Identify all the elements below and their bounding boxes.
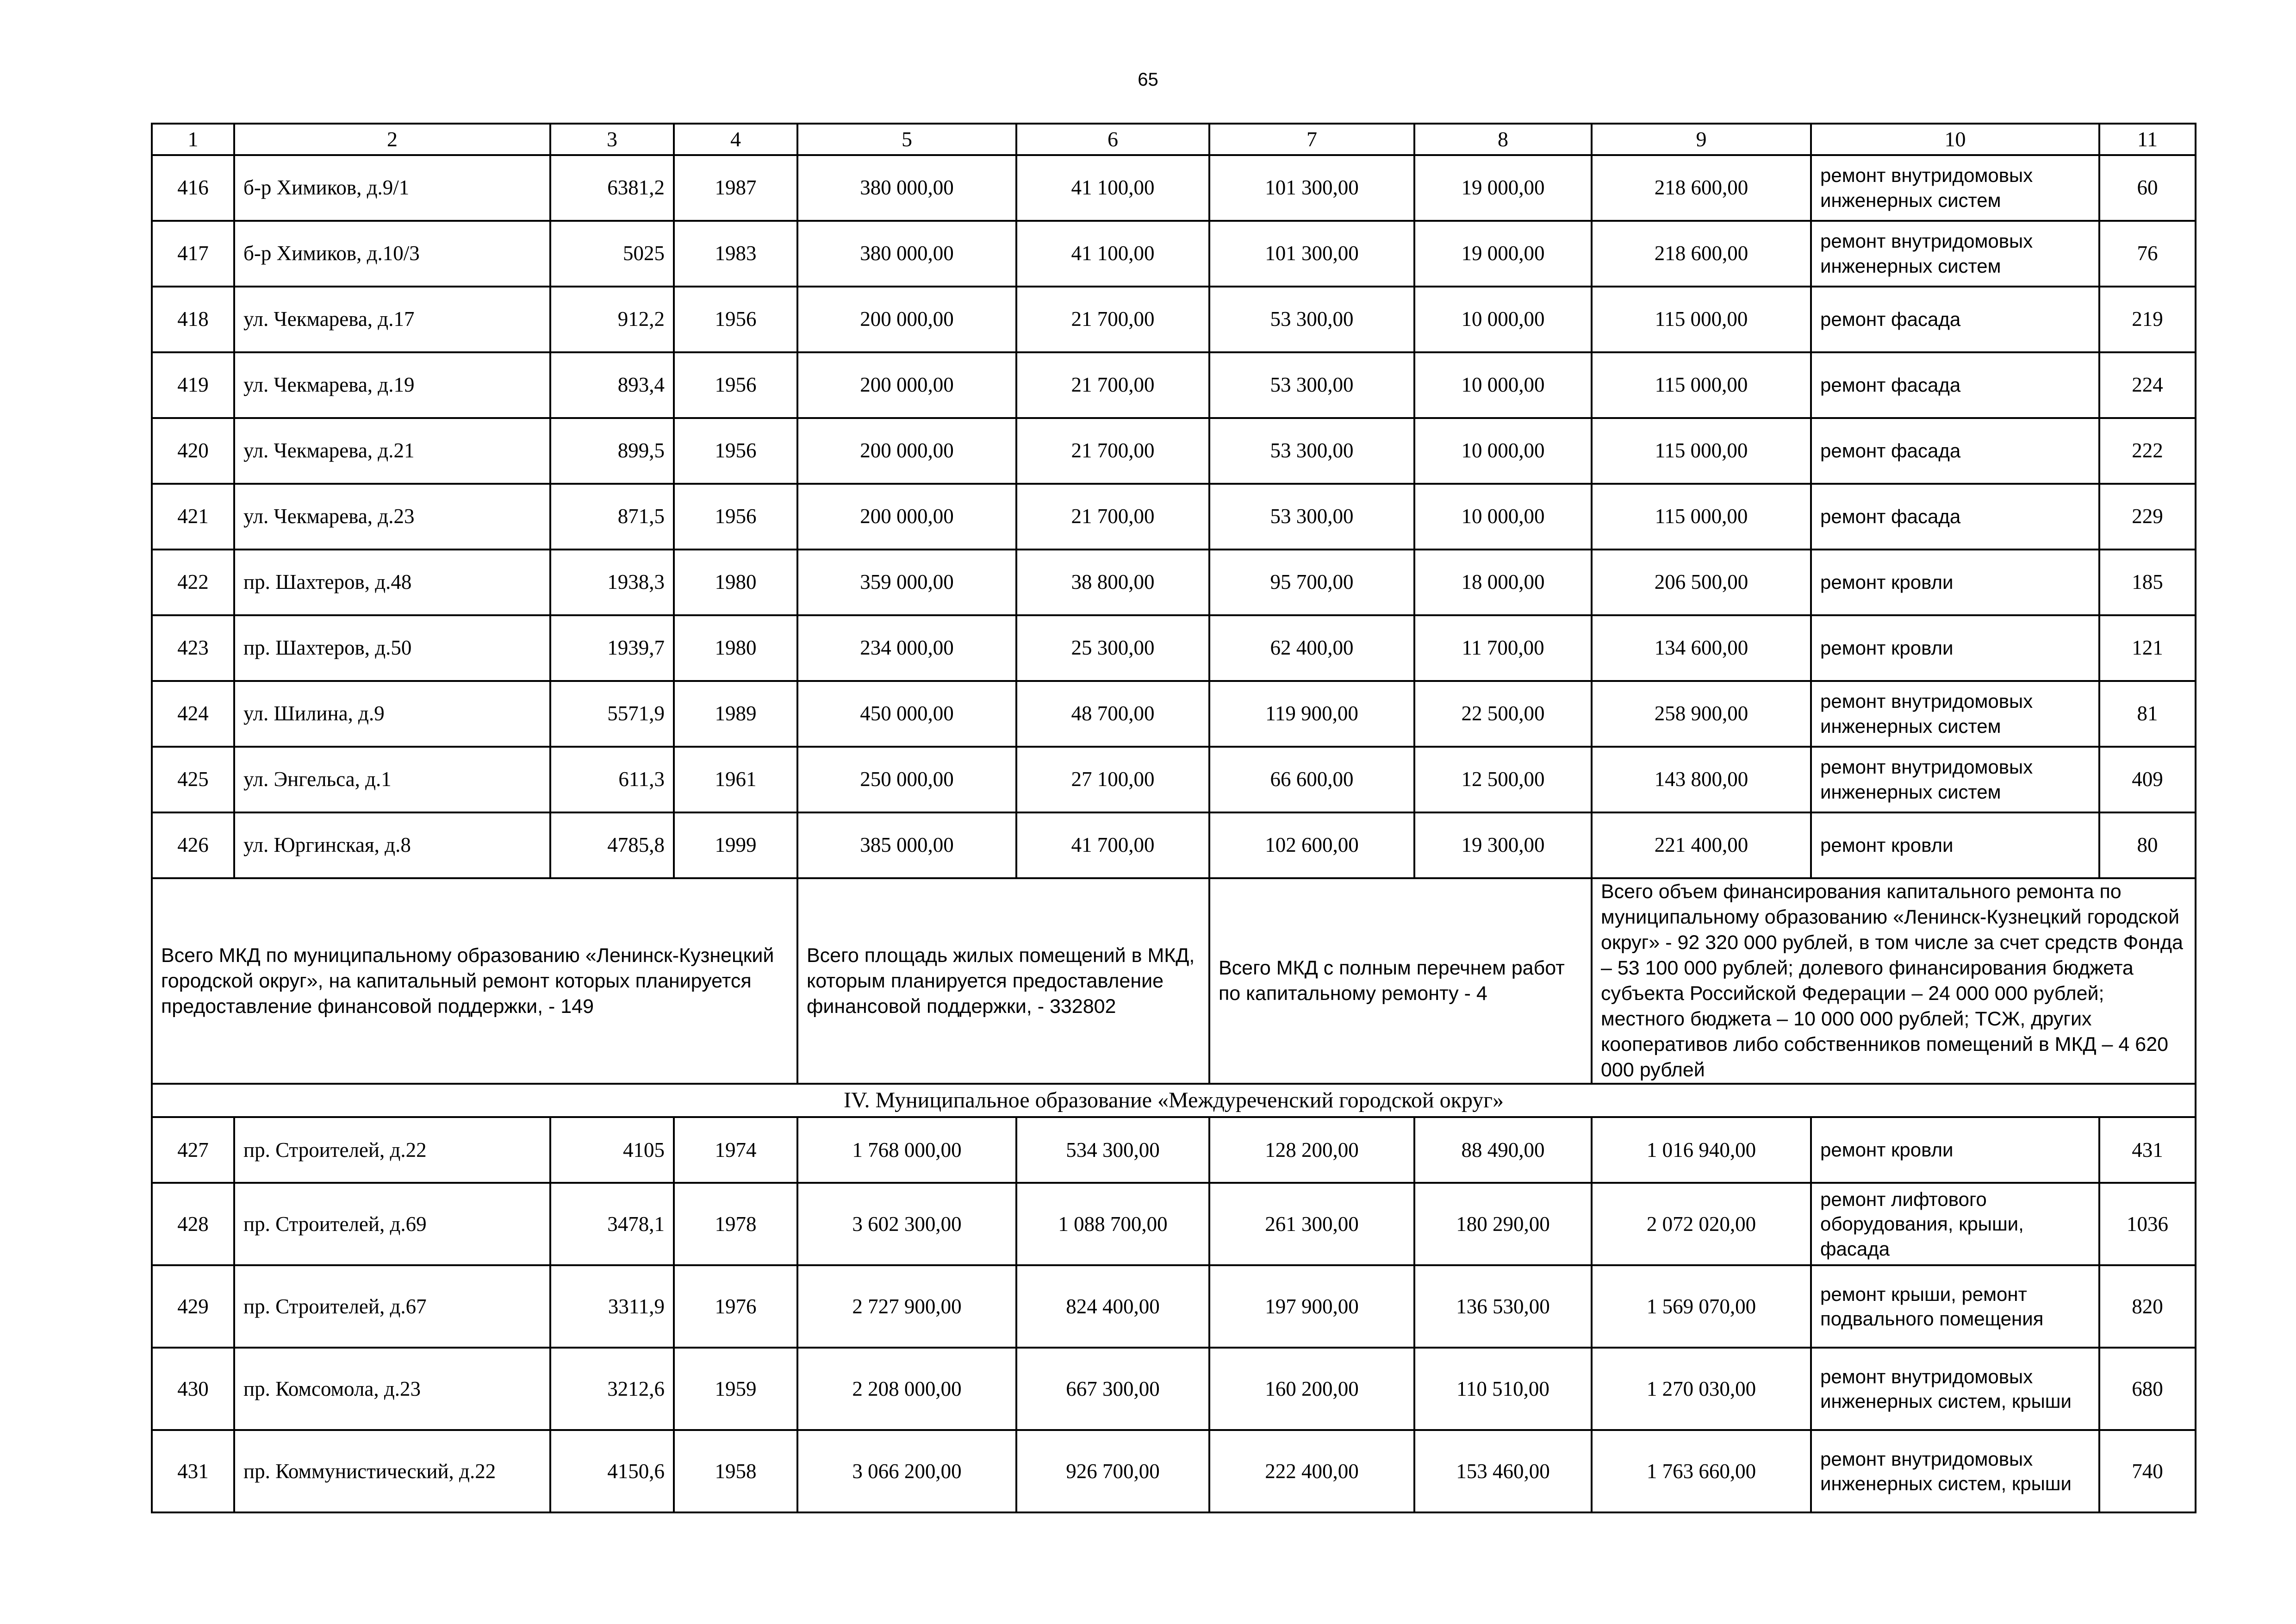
- work-type-cell: ремонт кровли: [1811, 550, 2099, 615]
- total-cost-cell: 200 000,00: [797, 418, 1016, 484]
- owners-funds-cell: 115 000,00: [1592, 418, 1811, 484]
- fund-cell: 41 700,00: [1016, 812, 1209, 878]
- regional-budget-cell: 66 600,00: [1209, 747, 1414, 812]
- total-cost-cell: 200 000,00: [797, 484, 1016, 550]
- table-row: [152, 615, 2196, 681]
- summary-mkd-count: Всего МКД по муниципальному образованию «Ленинск-Кузнецкий городской округ», на капитальный ремонт которых планируется предоставление финансовой поддержки, - 149: [152, 878, 797, 1084]
- total-cost-cell: 1 768 000,00: [797, 1117, 1016, 1183]
- residents-cell: 222: [2099, 418, 2196, 484]
- work-type-cell: ремонт внутридомовых инженерных систем: [1811, 747, 2099, 812]
- area-cell: 893,4: [550, 352, 674, 418]
- work-type-cell: ремонт кровли: [1811, 1117, 2099, 1183]
- regional-budget-cell: 53 300,00: [1209, 352, 1414, 418]
- summary-funding-line: Всего объем финансирования капитального ремонта по муниципальному образованию «Ленинск-Кузнецкий городской округ» - 92 320 000 рублей, в том числе за счет средств Фонда – 53 100 000 рублей; долевого финансирования бюджета субъекта Российской Федерации – 24 000 000 рублей;: [1601, 881, 2183, 1005]
- work-type-cell: ремонт фасада: [1811, 352, 2099, 418]
- summary-area-total: Всего площадь жилых помещений в МКД, которым планируется предоставление финансовой поддержки, - 332802: [797, 878, 1209, 1084]
- address-cell: ул. Чекмарева, д.17: [234, 287, 550, 352]
- area-cell: 5025: [550, 221, 674, 287]
- local-budget-cell: 136 530,00: [1414, 1265, 1592, 1348]
- area-cell: 611,3: [550, 747, 674, 812]
- local-budget-cell: 18 000,00: [1414, 550, 1592, 615]
- residents-cell: 224: [2099, 352, 2196, 418]
- total-cost-cell: 380 000,00: [797, 221, 1016, 287]
- row-number: 423: [152, 615, 234, 681]
- row-number: 418: [152, 287, 234, 352]
- year-cell: 1956: [674, 352, 797, 418]
- address-cell: пр. Комсомола, д.23: [234, 1348, 550, 1430]
- capital-repair-table: [151, 123, 2196, 1513]
- area-cell: 871,5: [550, 484, 674, 550]
- work-type-cell: ремонт лифтового оборудования, крыши, фасада: [1811, 1183, 2099, 1265]
- address-cell: б-р Химиков, д.10/3: [234, 221, 550, 287]
- row-number: 428: [152, 1183, 234, 1265]
- local-budget-cell: 19 000,00: [1414, 155, 1592, 221]
- owners-funds-cell: 115 000,00: [1592, 352, 1811, 418]
- page-number: 65: [1138, 69, 1158, 90]
- work-type-cell: ремонт внутридомовых инженерных систем: [1811, 221, 2099, 287]
- row-number: 427: [152, 1117, 234, 1183]
- total-cost-cell: 385 000,00: [797, 812, 1016, 878]
- year-cell: 1999: [674, 812, 797, 878]
- area-cell: 4150,6: [550, 1430, 674, 1512]
- regional-budget-cell: 101 300,00: [1209, 155, 1414, 221]
- total-cost-cell: 200 000,00: [797, 352, 1016, 418]
- work-type-cell: ремонт крыши, ремонт подвального помещения: [1811, 1265, 2099, 1348]
- year-cell: 1959: [674, 1348, 797, 1430]
- summary-funding: [1592, 878, 2196, 1084]
- year-cell: 1961: [674, 747, 797, 812]
- residents-cell: 409: [2099, 747, 2196, 812]
- summary-funding-line: местного бюджета – 10 000 000 рублей; ТСЖ, других кооперативов либо собственников помещений в МКД – 4 620 000 рублей: [1601, 1008, 2169, 1081]
- work-type-cell: ремонт фасада: [1811, 484, 2099, 550]
- local-budget-cell: 11 700,00: [1414, 615, 1592, 681]
- total-cost-cell: 380 000,00: [797, 155, 1016, 221]
- local-budget-cell: 180 290,00: [1414, 1183, 1592, 1265]
- local-budget-cell: 10 000,00: [1414, 352, 1592, 418]
- year-cell: 1980: [674, 615, 797, 681]
- area-cell: 912,2: [550, 287, 674, 352]
- regional-budget-cell: 160 200,00: [1209, 1348, 1414, 1430]
- owners-funds-cell: 221 400,00: [1592, 812, 1811, 878]
- table-row: [152, 1430, 2196, 1512]
- table-row: [152, 1348, 2196, 1430]
- owners-funds-cell: 1 763 660,00: [1592, 1430, 1811, 1512]
- regional-budget-cell: 261 300,00: [1209, 1183, 1414, 1265]
- fund-cell: 926 700,00: [1016, 1430, 1209, 1512]
- year-cell: 1983: [674, 221, 797, 287]
- area-cell: 3478,1: [550, 1183, 674, 1265]
- work-type-cell: ремонт кровли: [1811, 812, 2099, 878]
- address-cell: пр. Шахтеров, д.50: [234, 615, 550, 681]
- residents-cell: 219: [2099, 287, 2196, 352]
- address-cell: б-р Химиков, д.9/1: [234, 155, 550, 221]
- address-cell: пр. Строителей, д.67: [234, 1265, 550, 1348]
- table-row: [152, 747, 2196, 812]
- work-type-cell: ремонт внутридомовых инженерных систем, крыши: [1811, 1430, 2099, 1512]
- row-number: 419: [152, 352, 234, 418]
- local-budget-cell: 88 490,00: [1414, 1117, 1592, 1183]
- total-cost-cell: 250 000,00: [797, 747, 1016, 812]
- fund-cell: 824 400,00: [1016, 1265, 1209, 1348]
- owners-funds-cell: 258 900,00: [1592, 681, 1811, 747]
- owners-funds-cell: 143 800,00: [1592, 747, 1811, 812]
- fund-cell: 21 700,00: [1016, 352, 1209, 418]
- work-type-cell: ремонт фасада: [1811, 418, 2099, 484]
- year-cell: 1974: [674, 1117, 797, 1183]
- fund-cell: 21 700,00: [1016, 484, 1209, 550]
- table-row: [152, 812, 2196, 878]
- total-cost-cell: 234 000,00: [797, 615, 1016, 681]
- year-cell: 1976: [674, 1265, 797, 1348]
- row-number: 424: [152, 681, 234, 747]
- table-row: [152, 1117, 2196, 1183]
- owners-funds-cell: 2 072 020,00: [1592, 1183, 1811, 1265]
- year-cell: 1989: [674, 681, 797, 747]
- residents-cell: 1036: [2099, 1183, 2196, 1265]
- owners-funds-cell: 1 016 940,00: [1592, 1117, 1811, 1183]
- area-cell: 4105: [550, 1117, 674, 1183]
- year-cell: 1958: [674, 1430, 797, 1512]
- row-number: 416: [152, 155, 234, 221]
- row-number: 422: [152, 550, 234, 615]
- address-cell: ул. Чекмарева, д.19: [234, 352, 550, 418]
- regional-budget-cell: 95 700,00: [1209, 550, 1414, 615]
- regional-budget-cell: 197 900,00: [1209, 1265, 1414, 1348]
- year-cell: 1956: [674, 484, 797, 550]
- total-cost-cell: 3 602 300,00: [797, 1183, 1016, 1265]
- regional-budget-cell: 102 600,00: [1209, 812, 1414, 878]
- owners-funds-cell: 1 270 030,00: [1592, 1348, 1811, 1430]
- residents-cell: 820: [2099, 1265, 2196, 1348]
- row-number: 420: [152, 418, 234, 484]
- fund-cell: 21 700,00: [1016, 287, 1209, 352]
- column-header: 11: [2099, 124, 2196, 155]
- address-cell: ул. Чекмарева, д.21: [234, 418, 550, 484]
- residents-cell: 185: [2099, 550, 2196, 615]
- residents-cell: 229: [2099, 484, 2196, 550]
- column-header: 7: [1209, 124, 1414, 155]
- regional-budget-cell: 53 300,00: [1209, 418, 1414, 484]
- work-type-cell: ремонт кровли: [1811, 615, 2099, 681]
- column-header: 8: [1414, 124, 1592, 155]
- fund-cell: 667 300,00: [1016, 1348, 1209, 1430]
- column-number-row: [152, 124, 2196, 155]
- local-budget-cell: 19 000,00: [1414, 221, 1592, 287]
- column-header: 4: [674, 124, 797, 155]
- column-header: 10: [1811, 124, 2099, 155]
- area-cell: 4785,8: [550, 812, 674, 878]
- regional-budget-cell: 119 900,00: [1209, 681, 1414, 747]
- row-number: 431: [152, 1430, 234, 1512]
- table-row: [152, 484, 2196, 550]
- work-type-cell: ремонт внутридомовых инженерных систем: [1811, 681, 2099, 747]
- local-budget-cell: 10 000,00: [1414, 287, 1592, 352]
- year-cell: 1956: [674, 418, 797, 484]
- owners-funds-cell: 115 000,00: [1592, 484, 1811, 550]
- row-number: 430: [152, 1348, 234, 1430]
- column-header: 6: [1016, 124, 1209, 155]
- work-type-cell: ремонт фасада: [1811, 287, 2099, 352]
- residents-cell: 680: [2099, 1348, 2196, 1430]
- fund-cell: 27 100,00: [1016, 747, 1209, 812]
- owners-funds-cell: 206 500,00: [1592, 550, 1811, 615]
- local-budget-cell: 10 000,00: [1414, 418, 1592, 484]
- section-header-row: [152, 1084, 2196, 1117]
- address-cell: ул. Юргинская, д.8: [234, 812, 550, 878]
- row-number: 429: [152, 1265, 234, 1348]
- owners-funds-cell: 115 000,00: [1592, 287, 1811, 352]
- area-cell: 899,5: [550, 418, 674, 484]
- residents-cell: 431: [2099, 1117, 2196, 1183]
- row-number: 421: [152, 484, 234, 550]
- column-header: 9: [1592, 124, 1811, 155]
- year-cell: 1956: [674, 287, 797, 352]
- residents-cell: 76: [2099, 221, 2196, 287]
- residents-cell: 60: [2099, 155, 2196, 221]
- area-cell: 5571,9: [550, 681, 674, 747]
- area-cell: 6381,2: [550, 155, 674, 221]
- total-cost-cell: 450 000,00: [797, 681, 1016, 747]
- table-row: [152, 681, 2196, 747]
- address-cell: пр. Шахтеров, д.48: [234, 550, 550, 615]
- table-row: [152, 352, 2196, 418]
- owners-funds-cell: 218 600,00: [1592, 221, 1811, 287]
- residents-cell: 740: [2099, 1430, 2196, 1512]
- regional-budget-cell: 53 300,00: [1209, 484, 1414, 550]
- address-cell: пр. Строителей, д.69: [234, 1183, 550, 1265]
- regional-budget-cell: 62 400,00: [1209, 615, 1414, 681]
- section-title: IV. Муниципальное образование «Междуреченский городской округ»: [152, 1084, 2196, 1117]
- fund-cell: 48 700,00: [1016, 681, 1209, 747]
- address-cell: пр. Коммунистический, д.22: [234, 1430, 550, 1512]
- table-row: [152, 155, 2196, 221]
- address-cell: ул. Чекмарева, д.23: [234, 484, 550, 550]
- total-cost-cell: 2 208 000,00: [797, 1348, 1016, 1430]
- column-header: 5: [797, 124, 1016, 155]
- residents-cell: 81: [2099, 681, 2196, 747]
- area-cell: 1939,7: [550, 615, 674, 681]
- regional-budget-cell: 53 300,00: [1209, 287, 1414, 352]
- area-cell: 1938,3: [550, 550, 674, 615]
- regional-budget-cell: 222 400,00: [1209, 1430, 1414, 1512]
- owners-funds-cell: 1 569 070,00: [1592, 1265, 1811, 1348]
- table-row: [152, 1183, 2196, 1265]
- table-row: [152, 287, 2196, 352]
- row-number: 425: [152, 747, 234, 812]
- fund-cell: 41 100,00: [1016, 155, 1209, 221]
- local-budget-cell: 22 500,00: [1414, 681, 1592, 747]
- area-cell: 3212,6: [550, 1348, 674, 1430]
- fund-cell: 25 300,00: [1016, 615, 1209, 681]
- regional-budget-cell: 101 300,00: [1209, 221, 1414, 287]
- table-row: [152, 418, 2196, 484]
- table-row: [152, 221, 2196, 287]
- work-type-cell: ремонт внутридомовых инженерных систем, крыши: [1811, 1348, 2099, 1430]
- year-cell: 1978: [674, 1183, 797, 1265]
- year-cell: 1980: [674, 550, 797, 615]
- row-number: 417: [152, 221, 234, 287]
- local-budget-cell: 12 500,00: [1414, 747, 1592, 812]
- address-cell: ул. Шилина, д.9: [234, 681, 550, 747]
- owners-funds-cell: 134 600,00: [1592, 615, 1811, 681]
- local-budget-cell: 10 000,00: [1414, 484, 1592, 550]
- residents-cell: 121: [2099, 615, 2196, 681]
- fund-cell: 1 088 700,00: [1016, 1183, 1209, 1265]
- summary-row: [152, 878, 2196, 1084]
- fund-cell: 534 300,00: [1016, 1117, 1209, 1183]
- fund-cell: 21 700,00: [1016, 418, 1209, 484]
- column-header: 2: [234, 124, 550, 155]
- fund-cell: 38 800,00: [1016, 550, 1209, 615]
- table-row: [152, 1265, 2196, 1348]
- total-cost-cell: 200 000,00: [797, 287, 1016, 352]
- work-type-cell: ремонт внутридомовых инженерных систем: [1811, 155, 2099, 221]
- owners-funds-cell: 218 600,00: [1592, 155, 1811, 221]
- local-budget-cell: 153 460,00: [1414, 1430, 1592, 1512]
- address-cell: пр. Строителей, д.22: [234, 1117, 550, 1183]
- address-cell: ул. Энгельса, д.1: [234, 747, 550, 812]
- residents-cell: 80: [2099, 812, 2196, 878]
- summary-full-list: Всего МКД с полным перечнем работ по капитальному ремонту - 4: [1209, 878, 1592, 1084]
- total-cost-cell: 2 727 900,00: [797, 1265, 1016, 1348]
- total-cost-cell: 359 000,00: [797, 550, 1016, 615]
- year-cell: 1987: [674, 155, 797, 221]
- area-cell: 3311,9: [550, 1265, 674, 1348]
- column-header: 1: [152, 124, 234, 155]
- total-cost-cell: 3 066 200,00: [797, 1430, 1016, 1512]
- regional-budget-cell: 128 200,00: [1209, 1117, 1414, 1183]
- fund-cell: 41 100,00: [1016, 221, 1209, 287]
- local-budget-cell: 110 510,00: [1414, 1348, 1592, 1430]
- local-budget-cell: 19 300,00: [1414, 812, 1592, 878]
- table-row: [152, 550, 2196, 615]
- column-header: 3: [550, 124, 674, 155]
- row-number: 426: [152, 812, 234, 878]
